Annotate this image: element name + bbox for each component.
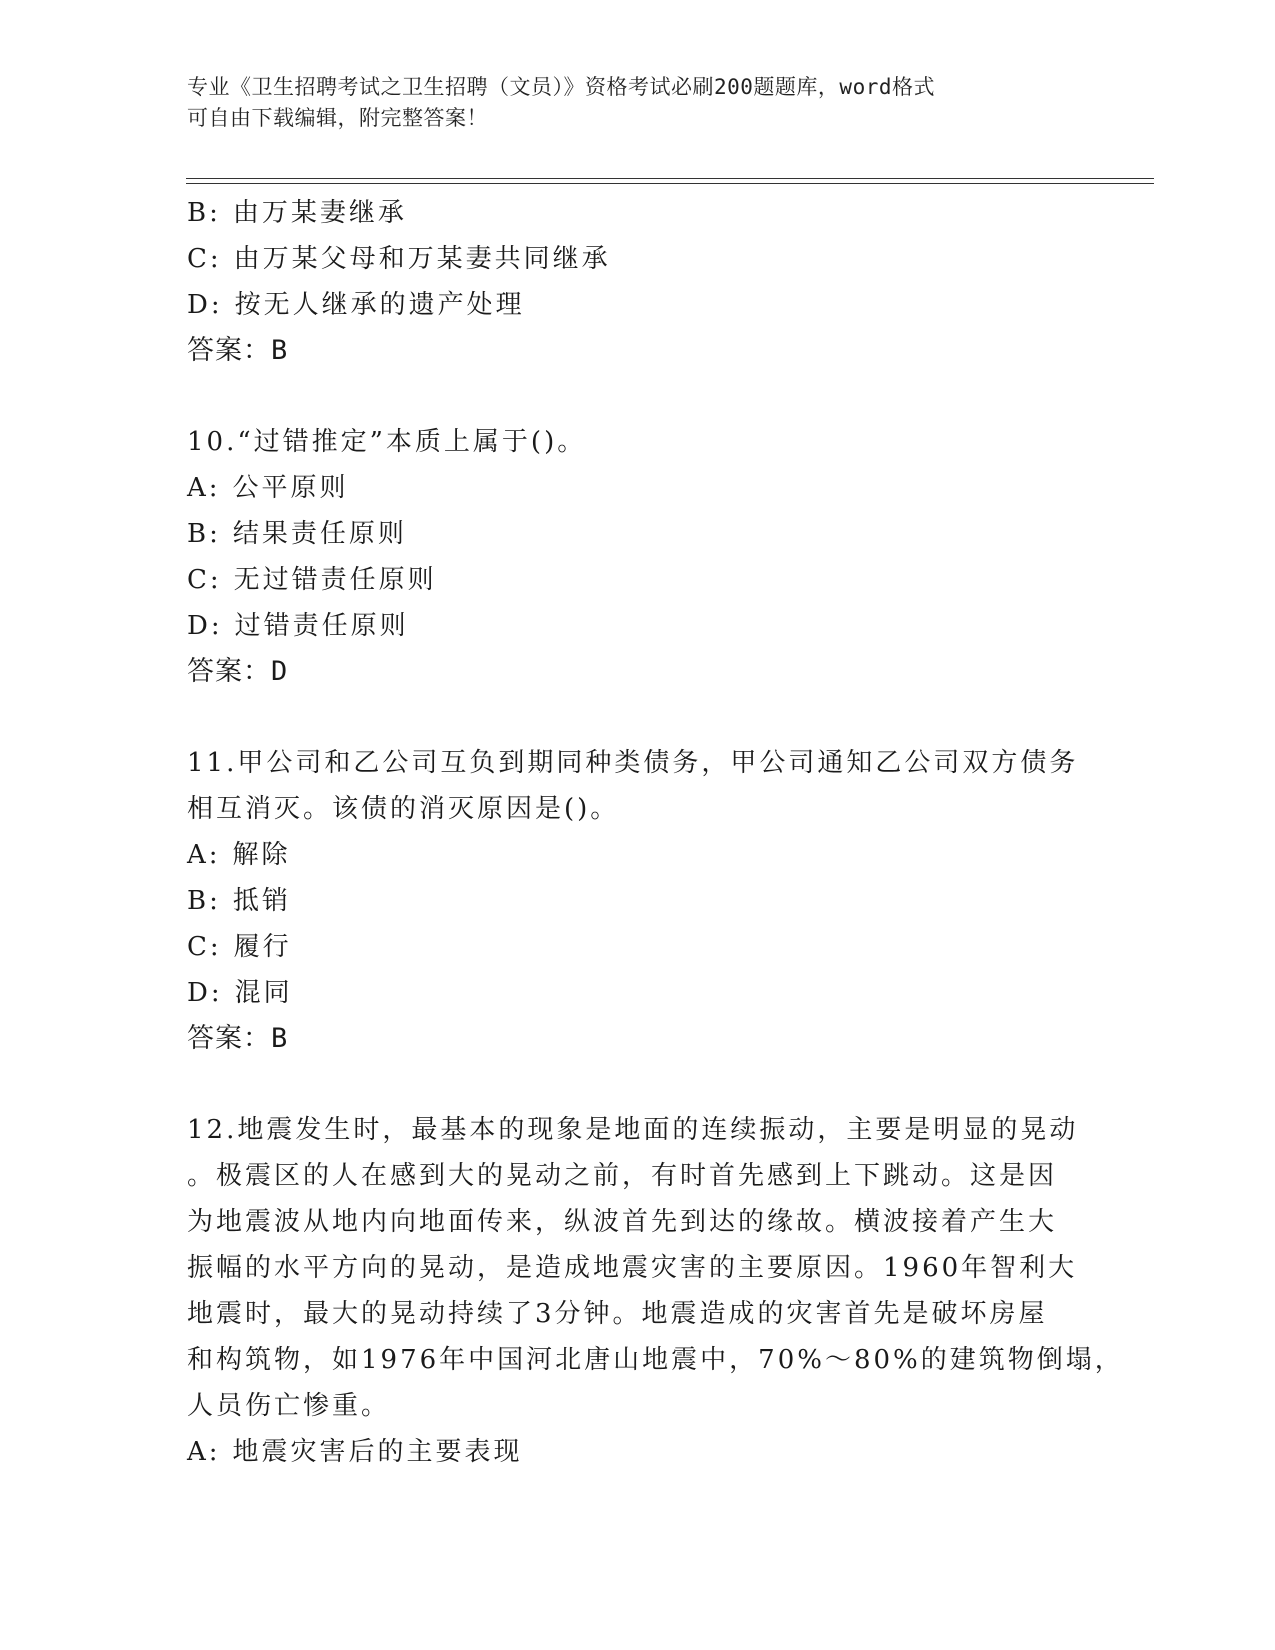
header-title-line-1: 专业《卫生招聘考试之卫生招聘（文员）》资格考试必刷200题题库，word格式	[187, 75, 935, 99]
header-divider-bottom	[186, 183, 1154, 184]
question-text-line: 振幅的水平方向的晃动，是造成地震灾害的主要原因。1960年智利大	[187, 1253, 1078, 1283]
question-10-block	[187, 419, 1087, 695]
option-d	[187, 970, 1087, 1016]
option-letter: A:	[187, 473, 221, 503]
header-divider-top	[186, 178, 1154, 179]
spacer	[187, 695, 1087, 740]
option-text: 过错责任原则	[234, 611, 409, 641]
question-11-block	[187, 740, 1087, 1062]
option-b	[187, 190, 1087, 236]
answer-line: 答案：D	[187, 656, 289, 687]
option-text: 解除	[232, 840, 291, 870]
option-letter: B:	[187, 519, 221, 549]
answer-line: 答案：B	[187, 335, 289, 366]
question-12-block	[187, 1107, 1124, 1475]
document-body	[187, 190, 1124, 1475]
option-text: 抵销	[232, 886, 291, 916]
question-text: 10.“过错推定”本质上属于()。	[187, 427, 587, 457]
option-text: 由万某妻继承	[232, 198, 407, 228]
option-letter: A:	[187, 1437, 221, 1467]
question-text-line: 人员伤亡惨重。	[187, 1391, 391, 1421]
option-letter: C:	[187, 244, 222, 274]
option-letter: B:	[187, 198, 221, 228]
option-text: 无过错责任原则	[233, 565, 437, 595]
option-b	[187, 878, 1087, 924]
option-text: 地震灾害后的主要表现	[232, 1437, 523, 1467]
option-letter: D:	[187, 290, 223, 320]
option-text: 履行	[233, 932, 292, 962]
question-text-line: 和构筑物，如1976年中国河北唐山地震中，70%～80%的建筑物倒塌，	[187, 1345, 1124, 1375]
question-text-line: 相互消灭。该债的消灭原因是()。	[187, 794, 620, 824]
question-text-line: 11.甲公司和乙公司互负到期同种类债务，甲公司通知乙公司双方债务	[187, 748, 1079, 778]
option-a	[187, 832, 1087, 878]
option-letter: D:	[187, 978, 223, 1008]
option-c	[187, 557, 1087, 603]
option-letter: D:	[187, 611, 223, 641]
option-d	[187, 282, 1087, 328]
question-text-line: 12.地震发生时，最基本的现象是地面的连续振动，主要是明显的晃动	[187, 1115, 1079, 1145]
question-text-line: 为地震波从地内向地面传来，纵波首先到达的缘故。横波接着产生大	[187, 1207, 1058, 1237]
question-text-line: 。极震区的人在感到大的晃动之前，有时首先感到上下跳动。这是因	[187, 1161, 1058, 1191]
question-9-block	[187, 190, 1087, 374]
option-a	[187, 465, 1087, 511]
option-d	[187, 603, 1087, 649]
option-c	[187, 924, 1087, 970]
option-letter: A:	[187, 840, 221, 870]
option-text: 混同	[234, 978, 293, 1008]
option-a	[187, 1429, 1087, 1475]
option-letter: C:	[187, 565, 222, 595]
option-text: 按无人继承的遗产处理	[234, 290, 525, 320]
option-text: 公平原则	[232, 473, 349, 503]
option-text: 结果责任原则	[232, 519, 407, 549]
spacer	[187, 374, 1087, 419]
header-title-line-2: 可自由下载编辑，附完整答案！	[187, 106, 488, 130]
option-text: 由万某父母和万某妻共同继承	[233, 244, 611, 274]
option-letter: C:	[187, 932, 222, 962]
document-header	[187, 72, 1067, 134]
question-text-line: 地震时，最大的晃动持续了3分钟。地震造成的灾害首先是破坏房屋	[187, 1299, 1048, 1329]
option-b	[187, 511, 1087, 557]
spacer	[187, 1062, 1087, 1107]
option-c	[187, 236, 1087, 282]
answer-line: 答案：B	[187, 1023, 289, 1054]
option-letter: B:	[187, 886, 221, 916]
